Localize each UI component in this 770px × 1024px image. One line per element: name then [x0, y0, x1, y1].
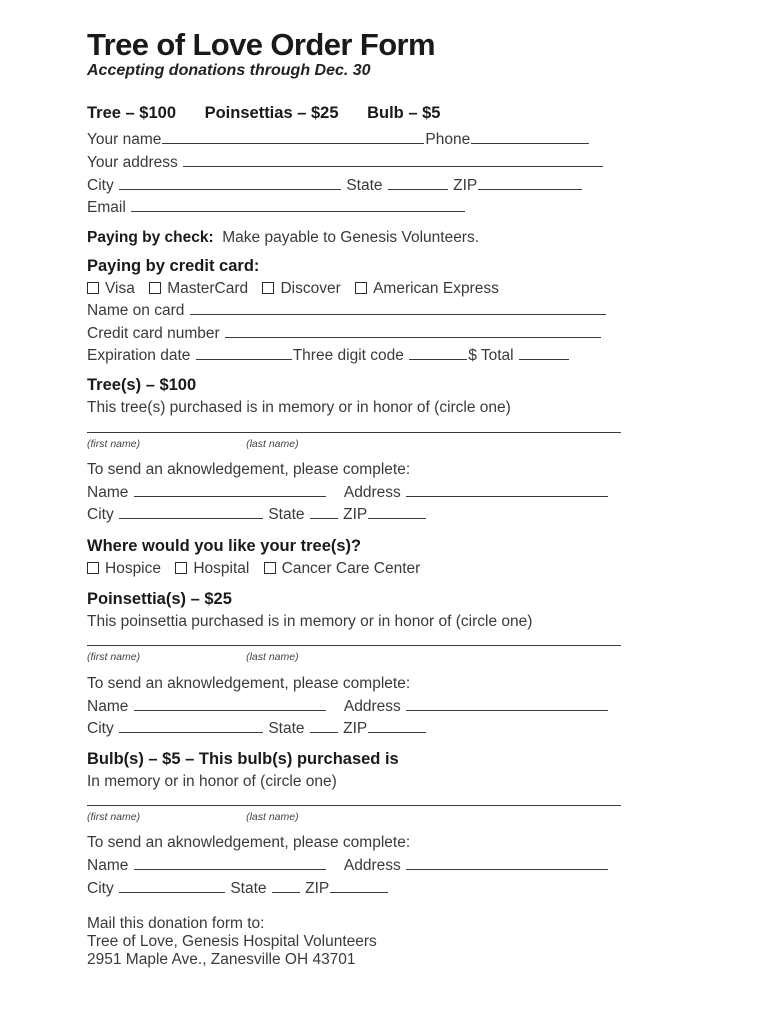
subtitle: Accepting donations through Dec. 30: [87, 62, 371, 79]
check-label: Paying by check:: [87, 229, 214, 246]
tree-honoree-caption: [87, 435, 299, 453]
ack-name-field[interactable]: [134, 483, 326, 497]
email-label: Email: [87, 199, 126, 216]
option-hospital[interactable]: [175, 560, 249, 577]
location-heading: Where would you like your tree(s)?: [87, 537, 362, 555]
ack-city-label: City: [87, 720, 114, 737]
card-number-row: [87, 324, 602, 343]
name-on-card-label: Name on card: [87, 302, 185, 319]
poinsettia-honoree-line[interactable]: [87, 645, 621, 646]
ack-name-field[interactable]: [134, 856, 326, 870]
poinsettias-price: Poinsettias – $25: [204, 104, 339, 122]
option-american-express[interactable]: [355, 280, 499, 297]
checkbox-icon[interactable]: [175, 562, 187, 574]
poinsettia-ack-name-row: [87, 697, 609, 716]
ack-city-field[interactable]: [119, 879, 225, 893]
name-on-card-row: [87, 301, 607, 320]
ack-state-field[interactable]: [310, 719, 338, 733]
ack-address-field[interactable]: [406, 856, 608, 870]
code-label: Three digit code: [292, 347, 404, 364]
first-name-caption: (first name): [87, 438, 141, 450]
ack-name-label: Name: [87, 698, 129, 715]
bulb-section-heading: Bulb(s) – $5 – This bulb(s) purchased is: [87, 750, 399, 768]
name-on-card-field[interactable]: [190, 301, 606, 315]
checkbox-icon[interactable]: [87, 282, 99, 294]
price-list: [87, 104, 440, 122]
poinsettia-memory-text: This poinsettia purchased is in memory or in honor of (circle one): [87, 613, 533, 630]
mail-address-line2: 2951 Maple Ave., Zanesville OH 43701: [87, 951, 356, 968]
mastercard-label: MasterCard: [167, 280, 249, 297]
ack-address-label: Address: [343, 698, 401, 715]
ack-zip-label: ZIP: [305, 880, 330, 897]
bulb-honoree-line[interactable]: [87, 805, 621, 806]
tree-honoree-line[interactable]: [87, 432, 621, 433]
your-address-label: Your address: [87, 154, 178, 171]
ack-city-field[interactable]: [119, 719, 263, 733]
phone-field[interactable]: [471, 130, 589, 144]
ack-zip-field[interactable]: [368, 719, 426, 733]
bulb-memory-text: In memory or in honor of (circle one): [87, 773, 337, 790]
ack-zip-field[interactable]: [368, 505, 426, 519]
phone-label: Phone: [425, 131, 471, 148]
hospice-label: Hospice: [105, 560, 161, 577]
last-name-caption: (last name): [246, 438, 299, 450]
state-field[interactable]: [388, 176, 448, 190]
ack-zip-field[interactable]: [330, 879, 388, 893]
your-name-field[interactable]: [162, 130, 424, 144]
mail-address-line1: Tree of Love, Genesis Hospital Volunteers: [87, 933, 377, 950]
option-visa[interactable]: [87, 280, 135, 297]
poinsettia-ack-city-row: [87, 719, 427, 738]
bulb-ack-name-row: [87, 856, 609, 875]
cancer-care-center-label: Cancer Care Center: [281, 560, 421, 577]
bulb-ack-text: To send an aknowledgement, please complete:: [87, 834, 411, 851]
tree-section-heading: Tree(s) – $100: [87, 376, 197, 394]
ack-address-label: Address: [343, 484, 401, 501]
contact-address-row: [87, 153, 604, 172]
bulb-price: Bulb – $5: [367, 104, 441, 122]
bulb-honoree-caption: [87, 808, 299, 826]
page-title: Tree of Love Order Form: [87, 27, 435, 62]
card-number-label: Credit card number: [87, 325, 220, 342]
expiration-label: Expiration date: [87, 347, 191, 364]
checkbox-icon[interactable]: [87, 562, 99, 574]
option-hospice[interactable]: [87, 560, 161, 577]
total-field[interactable]: [519, 346, 569, 360]
tree-ack-text: To send an aknowledgement, please complete:: [87, 461, 411, 478]
city-label: City: [87, 177, 114, 194]
last-name-caption: (last name): [246, 811, 299, 823]
ack-address-label: Address: [343, 857, 401, 874]
contact-email-row: [87, 198, 466, 217]
your-address-field[interactable]: [183, 153, 603, 167]
tree-price: Tree – $100: [87, 104, 176, 122]
ack-zip-label: ZIP: [343, 720, 368, 737]
location-options: [87, 560, 430, 578]
first-name-caption: (first name): [87, 651, 141, 663]
state-label: State: [346, 177, 383, 194]
card-type-options: [87, 280, 509, 298]
city-field[interactable]: [119, 176, 341, 190]
ack-name-label: Name: [87, 857, 129, 874]
code-field[interactable]: [409, 346, 467, 360]
hospital-label: Hospital: [193, 560, 250, 577]
poinsettia-ack-text: To send an aknowledgement, please complete:: [87, 675, 411, 692]
checkbox-icon[interactable]: [355, 282, 367, 294]
ack-state-label: State: [268, 506, 305, 523]
zip-label: ZIP: [453, 177, 478, 194]
check-text: Make payable to Genesis Volunteers.: [222, 229, 480, 246]
checkbox-icon[interactable]: [262, 282, 274, 294]
your-name-label: Your name: [87, 131, 162, 148]
last-name-caption: (last name): [246, 651, 299, 663]
tree-memory-text: This tree(s) purchased is in memory or in honor of (circle one): [87, 399, 511, 416]
ack-state-field[interactable]: [272, 879, 300, 893]
bulb-ack-city-row: [87, 879, 389, 898]
poinsettia-honoree-caption: [87, 648, 299, 666]
tree-ack-city-row: [87, 505, 427, 524]
ack-zip-label: ZIP: [343, 506, 368, 523]
ack-address-field[interactable]: [406, 697, 608, 711]
option-cancer-care-center[interactable]: [264, 560, 421, 577]
tree-ack-name-row: [87, 483, 609, 502]
ack-city-field[interactable]: [119, 505, 263, 519]
zip-field[interactable]: [478, 176, 582, 190]
ack-state-label: State: [268, 720, 305, 737]
email-field[interactable]: [131, 198, 465, 212]
poinsettia-section-heading: Poinsettia(s) – $25: [87, 590, 232, 608]
ack-city-label: City: [87, 880, 114, 897]
check-row: [87, 229, 479, 247]
checkbox-icon[interactable]: [264, 562, 276, 574]
contact-name-row: [87, 130, 590, 149]
contact-city-row: [87, 176, 583, 195]
american-express-label: American Express: [373, 280, 499, 297]
checkbox-icon[interactable]: [149, 282, 161, 294]
expiration-row: [87, 346, 570, 365]
ack-address-field[interactable]: [406, 483, 608, 497]
expiration-field[interactable]: [196, 346, 292, 360]
credit-card-heading: Paying by credit card:: [87, 257, 260, 275]
card-number-field[interactable]: [225, 324, 601, 338]
first-name-caption: (first name): [87, 811, 141, 823]
ack-state-field[interactable]: [310, 505, 338, 519]
option-mastercard[interactable]: [149, 280, 248, 297]
mail-label: Mail this donation form to:: [87, 915, 265, 932]
ack-name-label: Name: [87, 484, 129, 501]
visa-label: Visa: [105, 280, 135, 297]
total-label: $ Total: [468, 347, 514, 364]
discover-label: Discover: [280, 280, 341, 297]
option-discover[interactable]: [262, 280, 340, 297]
ack-name-field[interactable]: [134, 697, 326, 711]
ack-state-label: State: [230, 880, 267, 897]
ack-city-label: City: [87, 506, 114, 523]
